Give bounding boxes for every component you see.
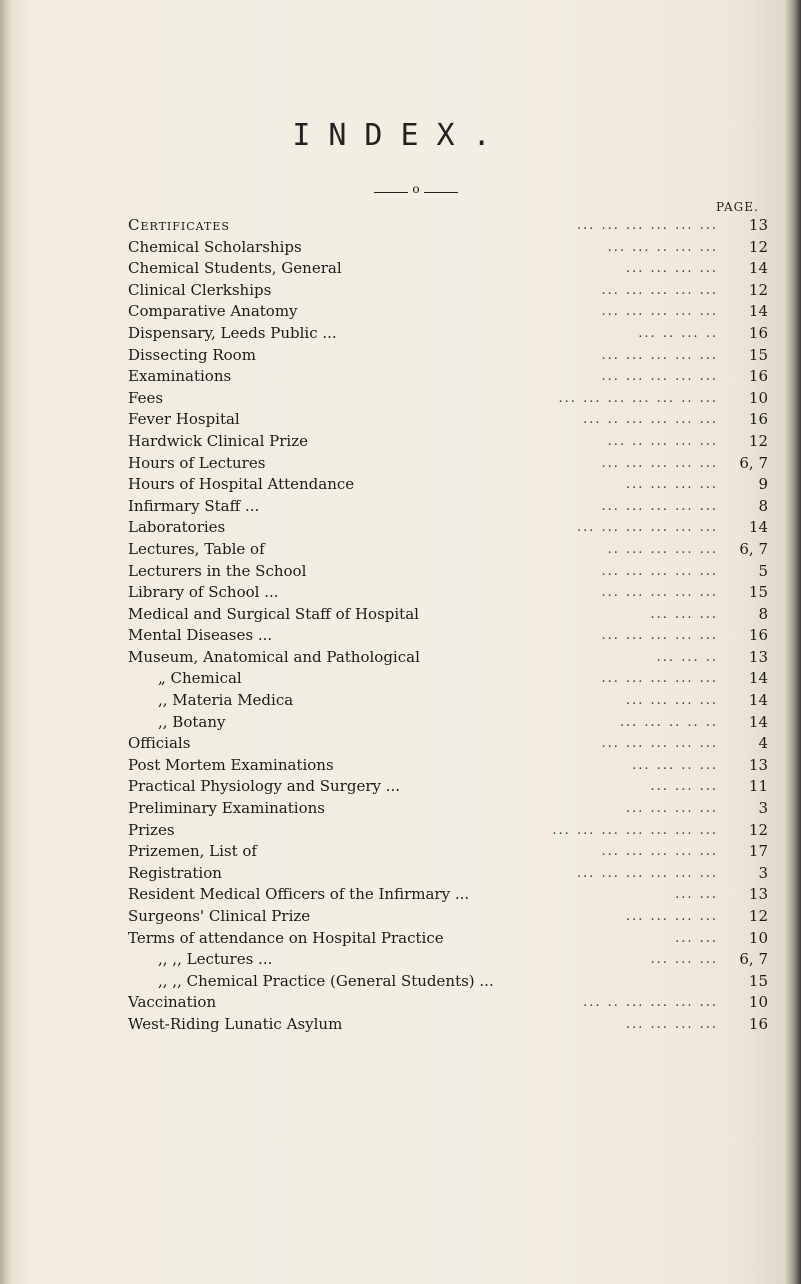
entry-label: Dissecting Room xyxy=(128,345,256,364)
entry-leader-dots: ... ... ... ... ... xyxy=(601,563,718,579)
entry-page-number: 9 xyxy=(758,475,768,494)
entry-page-number: 13 xyxy=(748,647,768,666)
entry-label: Lecturers in the School xyxy=(128,561,307,580)
entry-leader-dots: ... ... ... ... xyxy=(626,261,718,277)
entry-leader-dots: ... ... ... ... xyxy=(626,909,718,924)
entry-leader-dots: ... ... ... ... ... ... xyxy=(576,520,718,536)
page-column-heading: PAGE. xyxy=(716,200,759,214)
entry-leader-dots: ... ... ... ... xyxy=(626,801,718,817)
entry-leader-dots: ... ... ... ... ... xyxy=(601,585,718,601)
entry-label: Clinical Clerkships xyxy=(128,280,272,299)
index-entry xyxy=(128,323,768,345)
entry-leader-dots: ... ... ... ... ... xyxy=(601,844,718,860)
index-entry xyxy=(128,884,768,906)
entry-leader-dots: ... ... .. ... xyxy=(632,757,718,773)
entry-page-number: 14 xyxy=(748,518,768,537)
index-entry xyxy=(128,820,768,842)
entry-label: Laboratories xyxy=(128,518,226,537)
entry-page-number: 12 xyxy=(748,820,768,839)
index-entry xyxy=(128,280,768,302)
index-entry xyxy=(128,992,768,1014)
entry-leader-dots: ... .. ... ... ... ... xyxy=(583,412,718,428)
index-entry xyxy=(128,971,768,993)
ornament-circle: o xyxy=(412,182,420,196)
entry-label: Surgeons' Clinical Prize xyxy=(128,907,311,925)
entry-leader-dots: ... ... ... ... ... xyxy=(601,347,718,363)
entry-leader-dots: ... ... ... xyxy=(650,779,718,795)
ornament-rule-left xyxy=(374,192,408,193)
index-entry xyxy=(128,776,768,798)
index-entry xyxy=(128,690,768,712)
ornament-rule-right xyxy=(424,192,458,193)
entry-label: Mental Diseases ... xyxy=(128,626,273,645)
index-entry xyxy=(128,755,768,777)
entry-page-number: 8 xyxy=(758,496,768,515)
entry-leader-dots: ... ... ... ... xyxy=(626,1016,718,1032)
entry-label: ,, Botany xyxy=(158,712,226,731)
entry-page-number: 13 xyxy=(748,755,768,774)
index-entry xyxy=(128,301,768,323)
index-entry xyxy=(128,496,768,518)
entry-label: Museum, Anatomical and Pathological xyxy=(128,647,420,666)
entry-leader-dots: ... ... xyxy=(675,930,718,946)
entry-label: Library of School ... xyxy=(128,583,279,602)
index-entry xyxy=(128,409,768,431)
entry-leader-dots: ... ... ... ... ... ... ... xyxy=(552,822,718,838)
entry-page-number: 13 xyxy=(748,885,768,904)
index-entry xyxy=(128,625,768,647)
index-entry xyxy=(128,949,768,971)
index-entry xyxy=(128,431,768,453)
entry-page-number: 14 xyxy=(748,669,768,688)
index-entry xyxy=(128,561,768,583)
entry-leader-dots: ... .. ... .. xyxy=(638,325,718,341)
entry-label: Terms of attendance on Hospital Practice xyxy=(128,928,444,947)
entry-page-number: 17 xyxy=(748,842,768,861)
index-title: INDEX. xyxy=(292,118,509,153)
index-entry xyxy=(128,928,768,950)
entry-leader-dots: ... ... ... ... xyxy=(626,477,718,493)
index-entry xyxy=(128,798,768,820)
entry-label: Fees xyxy=(128,388,164,407)
entry-label: ,, Materia Medica xyxy=(158,691,294,710)
page-left-edge xyxy=(0,0,12,1284)
entry-label: Vaccination xyxy=(128,993,217,1012)
entry-leader-dots: ... ... ... ... ... xyxy=(601,736,718,752)
entry-label: Fever Hospital xyxy=(128,410,240,429)
entry-page-number: 3 xyxy=(758,799,768,818)
index-entry xyxy=(128,517,768,539)
entry-page-number: 16 xyxy=(748,626,768,645)
entry-label: Examinations xyxy=(128,367,232,386)
entry-page-number: 16 xyxy=(748,410,768,429)
entry-page-number: 12 xyxy=(748,431,768,450)
entry-leader-dots: ... ... ... ... ... xyxy=(601,369,718,385)
entry-label: Hardwick Clinical Prize xyxy=(128,431,308,450)
entry-page-number: 6, 7 xyxy=(739,950,768,969)
index-entry xyxy=(128,366,768,388)
entry-label: Practical Physiology and Surgery ... xyxy=(128,777,401,796)
entry-page-number: 14 xyxy=(748,712,768,731)
entry-page-number: 6, 7 xyxy=(739,453,768,472)
entry-label: Registration xyxy=(128,863,222,882)
entry-leader-dots: ... ... ... ... ... xyxy=(601,304,718,320)
entry-leader-dots: ... ... xyxy=(675,887,718,903)
entry-page-number: 14 xyxy=(748,691,768,710)
entry-label: Hours of Lectures xyxy=(128,453,266,472)
index-entry xyxy=(128,1014,768,1036)
index-entry xyxy=(128,258,768,280)
entry-leader-dots: .. ... ... ... ... xyxy=(607,541,718,557)
index-entry xyxy=(128,453,768,475)
entry-page-number: 12 xyxy=(748,237,768,256)
index-entry xyxy=(128,539,768,561)
index-entry xyxy=(128,733,768,755)
entry-label: Preliminary Examinations xyxy=(128,799,325,818)
entry-label: Chemical Students, General xyxy=(128,259,342,278)
entry-leader-dots: ... ... ... xyxy=(650,952,718,968)
entry-leader-dots: ... .. ... ... ... ... xyxy=(583,995,718,1011)
entry-label: Chemical Scholarships xyxy=(128,237,302,256)
entry-page-number: 12 xyxy=(748,907,768,925)
entry-leader-dots: ... ... ... ... xyxy=(626,693,718,709)
index-entry xyxy=(128,841,768,863)
entry-label: Certificates xyxy=(128,216,230,234)
entry-label: West-Riding Lunatic Asylum xyxy=(128,1014,343,1033)
entry-label: Post Mortem Examinations xyxy=(128,755,334,774)
entry-page-number: 15 xyxy=(748,971,768,990)
index-entry-list xyxy=(128,215,768,1036)
entry-leader-dots: ... ... .. .. .. xyxy=(619,714,718,730)
entry-label: Prizemen, List of xyxy=(128,842,257,861)
index-entry xyxy=(128,474,768,496)
entry-page-number: 12 xyxy=(748,280,768,299)
entry-page-number: 11 xyxy=(748,777,768,796)
index-entry xyxy=(128,647,768,669)
entry-leader-dots: ... ... ... ... ... xyxy=(601,498,718,514)
entry-leader-dots: ... ... ... ... ... xyxy=(601,282,718,298)
index-entry xyxy=(128,345,768,367)
entry-page-number: 16 xyxy=(748,367,768,386)
index-entry xyxy=(128,388,768,410)
entry-page-number: 15 xyxy=(748,583,768,602)
entry-page-number: 3 xyxy=(758,863,768,882)
entry-page-number: 16 xyxy=(748,323,768,342)
entry-leader-dots: ... ... ... ... ... ... xyxy=(576,218,718,233)
entry-leader-dots: ... ... ... ... ... .. ... xyxy=(558,390,718,406)
entry-label: Hours of Hospital Attendance xyxy=(128,475,355,494)
entry-leader-dots: ... ... .. xyxy=(656,649,718,665)
entry-label: Lectures, Table of xyxy=(128,539,265,558)
entry-page-number: 5 xyxy=(758,561,768,580)
entry-label: „ Chemical xyxy=(158,669,242,688)
index-entry xyxy=(128,237,768,259)
index-entry xyxy=(128,712,768,734)
entry-page-number: 10 xyxy=(748,993,768,1012)
entry-page-number: 13 xyxy=(748,216,768,234)
entry-page-number: 14 xyxy=(748,259,768,278)
entry-leader-dots: ... ... ... ... ... xyxy=(601,671,718,687)
entry-label: Prizes xyxy=(128,820,175,839)
entry-leader-dots: ... ... .. ... ... xyxy=(607,239,718,255)
entry-label: Dispensary, Leeds Public ... xyxy=(128,323,337,342)
entry-label: Infirmary Staff ... xyxy=(128,496,260,515)
entry-leader-dots: ... ... ... ... ... xyxy=(601,628,718,644)
entry-page-number: 10 xyxy=(748,928,768,947)
index-entry xyxy=(128,863,768,885)
entry-page-number: 10 xyxy=(748,388,768,407)
index-entry xyxy=(128,215,768,237)
entry-page-number: 15 xyxy=(748,345,768,364)
index-entry xyxy=(128,604,768,626)
entry-leader-dots: ... ... ... ... ... ... xyxy=(576,865,718,881)
entry-label: Medical and Surgical Staff of Hospital xyxy=(128,604,419,623)
entry-leader-dots: ... ... ... xyxy=(650,606,718,622)
index-entry xyxy=(128,906,768,928)
entry-label: Officials xyxy=(128,734,191,753)
entry-page-number: 14 xyxy=(748,302,768,321)
entry-label: Resident Medical Officers of the Infirmary ... xyxy=(128,885,470,904)
page-right-edge xyxy=(785,0,801,1284)
entry-leader-dots: ... ... ... ... ... xyxy=(601,455,718,471)
index-entry xyxy=(128,668,768,690)
entry-page-number: 16 xyxy=(748,1014,768,1033)
entry-label: ,, ,, Chemical Practice (General Students) ... xyxy=(158,971,494,990)
entry-page-number: 8 xyxy=(758,604,768,623)
index-entry xyxy=(128,582,768,604)
entry-leader-dots: ... .. ... ... ... xyxy=(607,433,718,449)
entry-page-number: 4 xyxy=(758,734,768,753)
entry-label: Comparative Anatomy xyxy=(128,302,298,321)
title-ornament xyxy=(374,182,458,198)
entry-label: ,, ,, Lectures ... xyxy=(158,950,273,969)
entry-page-number: 6, 7 xyxy=(739,539,768,558)
